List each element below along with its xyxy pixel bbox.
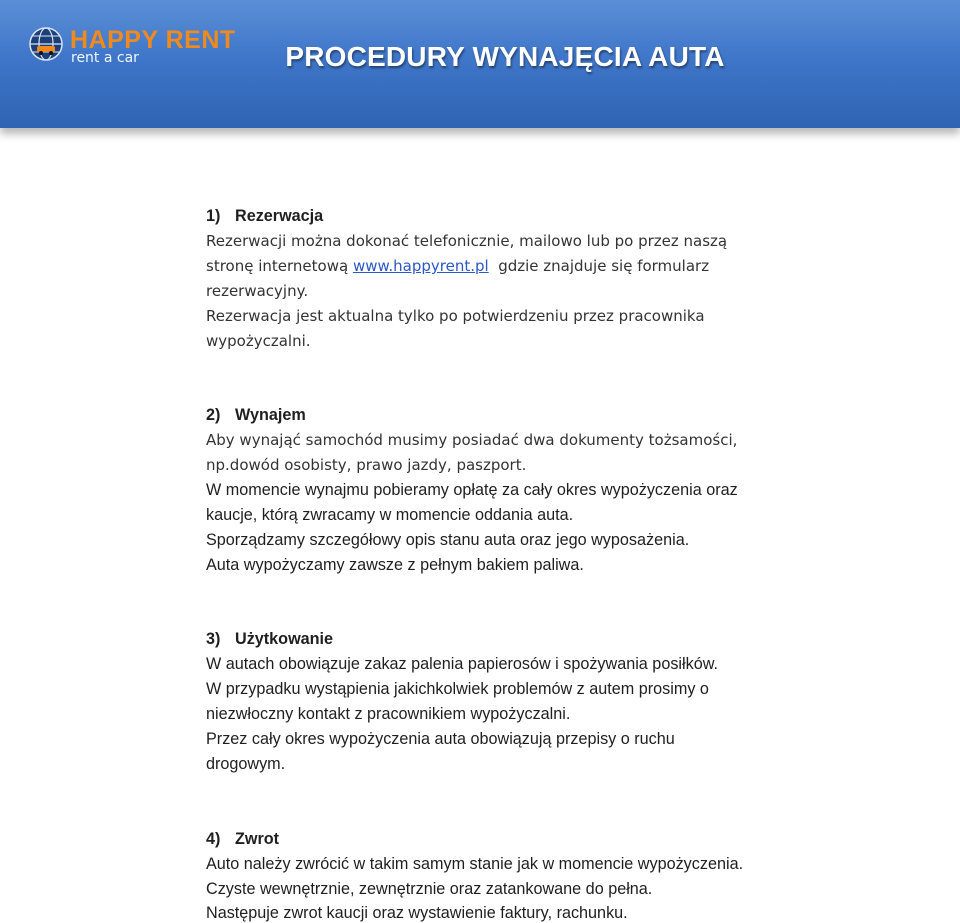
section-heading-zwrot: [206, 829, 279, 849]
text-line: W przypadku wystąpienia jakichkolwiek problemów z autem prosimy o: [206, 680, 709, 698]
text-line: Sporządzamy szczegółowy opis stanu auta oraz jego wyposażenia.: [206, 531, 690, 549]
logo-tagline: rent a car: [71, 50, 139, 66]
text-fragment: gdzie znajduje się formularz: [488, 257, 710, 275]
text-line: Aby wynająć samochód musimy posiadać dwa dokumenty tożsamości,: [206, 431, 738, 449]
page-title: PROCEDURY WYNAJĘCIA AUTA: [285, 41, 725, 72]
text-line: W momencie wynajmu pobieramy opłatę za cały okres wypożyczenia oraz: [206, 481, 738, 499]
text-fragment: stronę internetową: [206, 257, 353, 275]
section-heading-uzytkowanie: [206, 629, 333, 649]
text-line: Czyste wewnętrznie, zewnętrznie oraz zatankowane do pełna.: [206, 880, 653, 898]
text-line: W autach obowiązuje zakaz palenia papierosów i spożywania posiłków.: [206, 655, 718, 673]
logo-name: HAPPY RENT: [70, 26, 236, 54]
text-line: Następuje zwrot kaucji oraz wystawienie faktury, rachunku.: [206, 904, 628, 922]
section-number: 3): [206, 630, 221, 648]
text-line: wypożyczalni.: [206, 332, 311, 350]
text-line: Auto należy zwrócić w takim samym stanie jak w momencie wypożyczenia.: [206, 855, 744, 873]
section-title: Użytkowanie: [235, 630, 334, 648]
text-line: drogowym.: [206, 755, 286, 773]
text-line: Auta wypożyczamy zawsze z pełnym bakiem paliwa.: [206, 556, 584, 574]
text-line: [206, 256, 709, 276]
section-heading-wynajem: [206, 405, 306, 425]
section-title: Wynajem: [235, 406, 306, 424]
section-heading-rezerwacja: [206, 206, 323, 226]
section-number: 4): [206, 830, 221, 848]
text-line: kaucje, którą zwracamy w momencie oddania auta.: [206, 506, 574, 524]
text-line: Rezerwacji można dokonać telefonicznie, mailowo lub po przez naszą: [206, 232, 728, 250]
text-line: Rezerwacja jest aktualna tylko po potwierdzeniu przez pracownika: [206, 307, 705, 325]
section-number: 2): [206, 406, 221, 424]
section-title: Zwrot: [235, 830, 280, 848]
text-line: niezwłoczny kontakt z pracownikiem wypożyczalni.: [206, 705, 571, 723]
page-header: [0, 0, 960, 128]
text-line: Przez cały okres wypożyczenia auta obowiązują przepisy o ruchu: [206, 730, 675, 748]
text-line: np.dowód osobisty, prawo jazdy, paszport.: [206, 456, 527, 474]
section-title: Rezerwacja: [235, 207, 324, 225]
section-number: 1): [206, 207, 221, 225]
website-link[interactable]: www.happyrent.pl: [352, 257, 489, 275]
text-line: rezerwacyjny.: [206, 282, 309, 300]
